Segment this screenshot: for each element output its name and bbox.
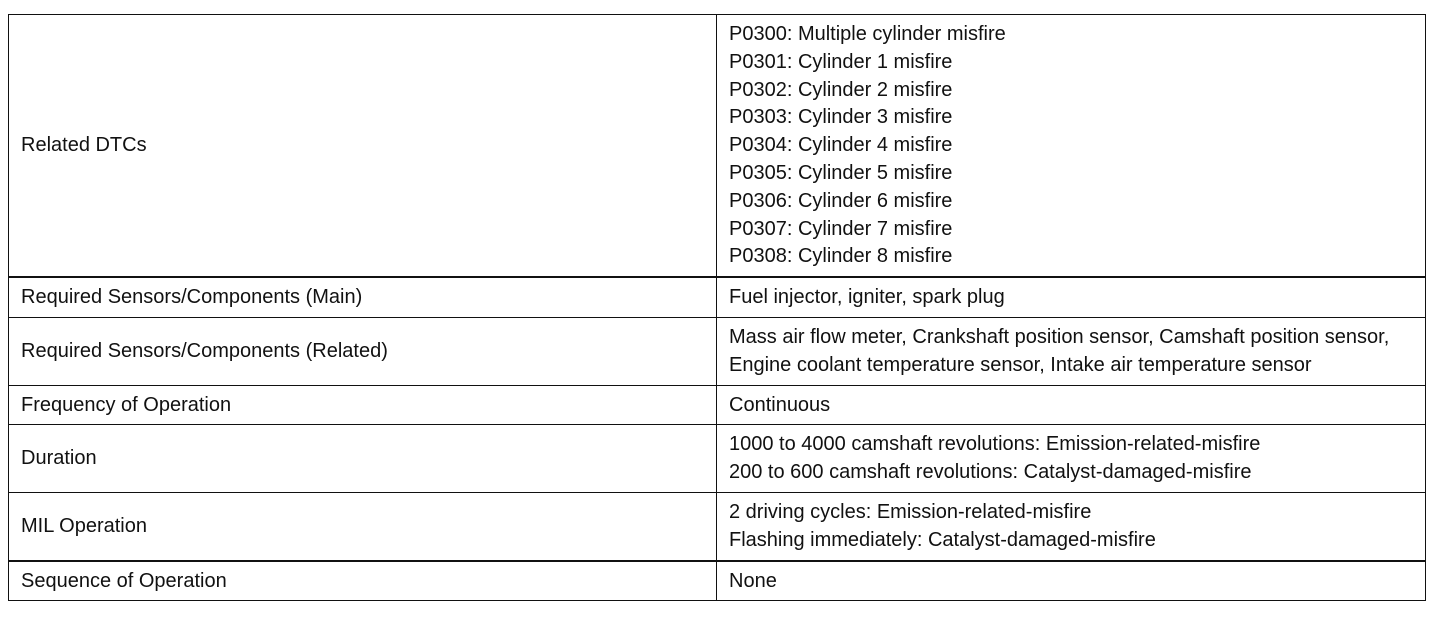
table-row-related-dtcs xyxy=(9,15,1426,278)
row-label: Related DTCs xyxy=(9,15,717,278)
row-label: Sequence of Operation xyxy=(9,561,717,601)
mil-item: 2 driving cycles: Emission-related-misfire xyxy=(729,500,1092,523)
row-value xyxy=(717,15,1426,278)
row-value xyxy=(717,317,1426,385)
dtc-item: P0300: Multiple cylinder misfire xyxy=(729,23,1006,45)
dtc-item: P0302: Cylinder 2 misfire xyxy=(729,78,953,101)
dtc-item: P0306: Cylinder 6 misfire xyxy=(729,189,953,212)
table-row-required-main xyxy=(9,277,1426,317)
row-value xyxy=(717,492,1426,560)
frequency-value: Continuous xyxy=(729,393,831,416)
component-list: Mass air flow meter, Crankshaft position sensor, Camshaft position sensor, Engine coolant temperature sensor, Intake air temperature sensor xyxy=(729,325,1390,376)
dtc-item: P0305: Cylinder 5 misfire xyxy=(729,161,953,184)
row-label: Required Sensors/Components (Main) xyxy=(9,277,717,317)
duration-item: 200 to 600 camshaft revolutions: Catalyst-damaged-misfire xyxy=(729,461,1252,484)
table-row-required-related xyxy=(9,317,1426,385)
dtc-item: P0303: Cylinder 3 misfire xyxy=(729,106,953,129)
component-list: Fuel injector, igniter, spark plug xyxy=(729,286,1005,309)
row-label: Frequency of Operation xyxy=(9,385,717,425)
dtc-item: P0301: Cylinder 1 misfire xyxy=(729,50,953,73)
row-value xyxy=(717,385,1426,425)
dtc-item: P0304: Cylinder 4 misfire xyxy=(729,134,953,157)
table-row-duration xyxy=(9,425,1426,493)
sequence-value: None xyxy=(729,569,777,592)
row-value xyxy=(717,277,1426,317)
monitor-spec-table xyxy=(8,14,1426,601)
table-row-frequency xyxy=(9,385,1426,425)
table-row-mil-operation xyxy=(9,492,1426,560)
row-label: MIL Operation xyxy=(9,492,717,560)
dtc-item: P0307: Cylinder 7 misfire xyxy=(729,217,953,240)
row-value xyxy=(717,425,1426,493)
table-row-sequence xyxy=(9,561,1426,601)
row-label: Duration xyxy=(9,425,717,493)
dtc-item: P0308: Cylinder 8 misfire xyxy=(729,245,953,268)
duration-item: 1000 to 4000 camshaft revolutions: Emission-related-misfire xyxy=(729,433,1261,456)
row-label: Required Sensors/Components (Related) xyxy=(9,317,717,385)
row-value xyxy=(717,561,1426,601)
mil-item: Flashing immediately: Catalyst-damaged-misfire xyxy=(729,528,1156,551)
